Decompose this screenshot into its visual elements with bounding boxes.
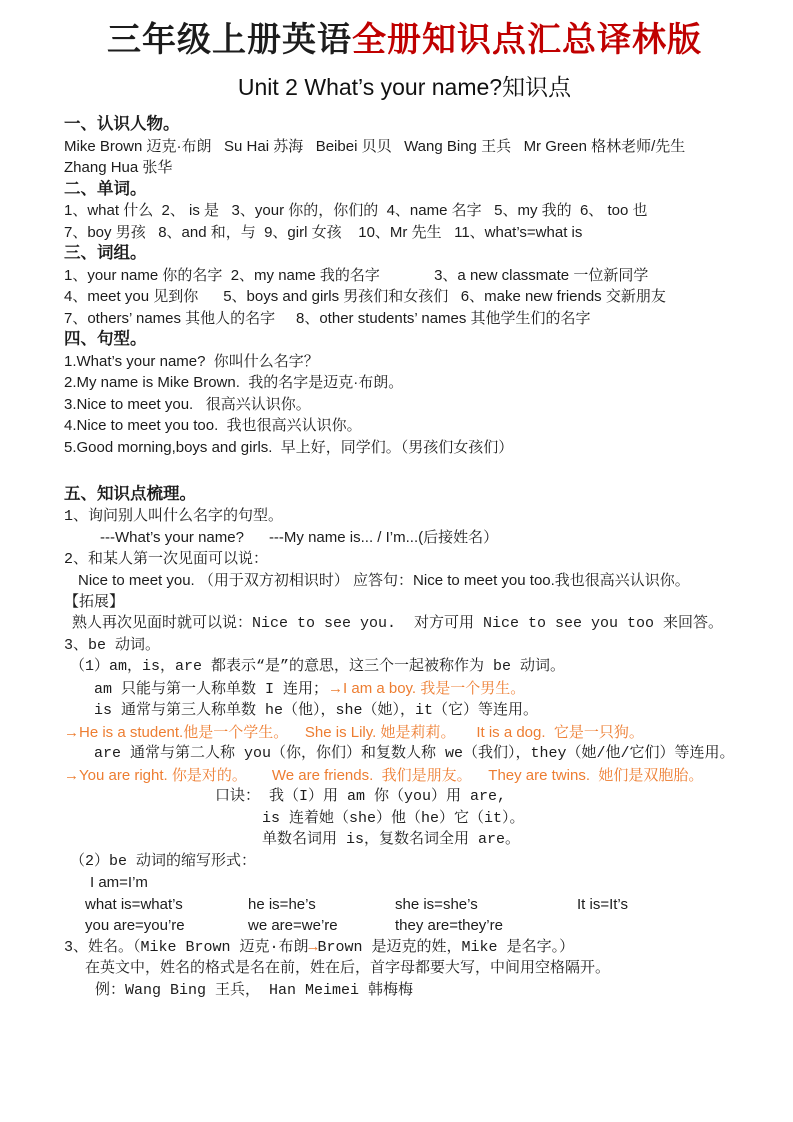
text-line (64, 527, 745, 549)
highlighted-example-text: →I am a boy. 我是一个男生。 (328, 679, 526, 697)
text-segment: 例：Wang Bing 王兵， Han Meimei 韩梅梅 (95, 981, 414, 999)
unit-subtitle: Unit 2 What’s your name?知识点 (237, 74, 572, 100)
text-line (64, 372, 745, 394)
text-line (64, 743, 745, 765)
text-segment: 3、be 动词。 (64, 636, 161, 654)
text-line (64, 700, 745, 722)
text-line (64, 786, 745, 808)
text-line (64, 808, 745, 830)
text-line (64, 829, 745, 851)
text-segment: 3.Nice to meet you. 很高兴认识你。 (64, 395, 311, 413)
text-segment: ---What’s your name? ---My name is... / I’m...(后接姓名） (100, 529, 499, 546)
text-segment: 4.Nice to meet you too. 我也很高兴认识你。 (64, 417, 362, 434)
text-segment: Nice to meet you. （用于双方初相识时） 应答句：Nice to meet you too.我也很高兴认识你。 (78, 572, 690, 589)
text-segment: she is=she’s (395, 895, 478, 913)
page-title-black: 三年级上册英语 (107, 21, 352, 59)
text-line (64, 872, 745, 894)
text-segment: 口诀： 我（I）用 am 你（you）用 are, (215, 788, 507, 805)
text-segment: 五、知识点梳理。 (64, 485, 196, 504)
text-segment: 熟人再次见面时就可以说：Nice to see you. 对方可用 Nice to see you too 来回答。 (72, 615, 724, 632)
text-line (64, 851, 745, 873)
text-line (64, 656, 745, 678)
text-segment: we are=we’re (248, 917, 338, 934)
text-line (64, 286, 745, 308)
text-segment: 2、和某人第一次见面可以说： (64, 550, 269, 568)
text-segment: 4、meet you 见到你 5、boys and girls 男孩们和女孩们 6、make new friends 交新朋友 (64, 288, 666, 305)
text-line (64, 980, 745, 1002)
text-line (64, 308, 745, 330)
text-segment: is 通常与第三人称单数 he（他），she（她），it（它）等连用。 (94, 702, 539, 719)
expansion-label (64, 592, 745, 614)
text-line (64, 394, 745, 416)
text-segment: 在英文中，姓名的格式是名在前，姓在后，首字母都要大写，中间用空格隔开。 (85, 960, 611, 977)
text-line (64, 958, 745, 980)
text-line (64, 549, 745, 571)
document-body (64, 114, 745, 1001)
blank-line (64, 458, 745, 484)
text-segment: 1.What’s your name? 你叫什么名字？ (64, 352, 319, 370)
text-segment: 1、your name 你的名字 2、my name 我的名字 3、a new classmate 一位新同学 (64, 266, 649, 284)
section-heading-5 (64, 484, 745, 506)
highlighted-example-text: →He is a student.他是一个学生。 She is Lily. 她是莉莉。 It is a dog. 它是一只狗。 (64, 723, 644, 741)
text-line (64, 722, 745, 744)
text-segment: Brown 是迈克的姓，Mike 是名字。） (317, 938, 575, 956)
text-line (64, 157, 745, 179)
highlighted-example-text: → (308, 938, 318, 956)
text-line (64, 437, 745, 459)
text-line (64, 915, 745, 937)
text-line (64, 506, 745, 528)
text-line (64, 937, 745, 959)
page-title-red: 全册知识点汇总译林版 (352, 21, 702, 59)
text-segment: he is=he’s (248, 895, 316, 913)
section-heading-3 (64, 243, 745, 265)
text-line (64, 222, 745, 244)
text-segment: 7、others’ names 其他人的名字 8、other students’ names 其他学生们的名字 (64, 309, 591, 327)
text-segment: Mike Brown 迈克·布朗 Su Hai 苏海 Beibei 贝贝 Wang Bing 王兵 Mr Green 格林老师/先生 (64, 137, 686, 155)
text-line (64, 136, 745, 158)
section-heading-1 (64, 114, 745, 136)
text-segment: 1、what 什么 2、 is 是 3、your 你的，你们的 4、name 名字 5、my 我的 6、 too 也 (64, 202, 648, 219)
text-segment: am 只能与第一人称单数 I 连用； (94, 680, 329, 698)
text-segment: It is=It’s (577, 895, 628, 913)
text-segment: I am=I’m (90, 874, 148, 891)
text-segment: Zhang Hua 张华 (64, 159, 173, 176)
text-line (64, 570, 745, 592)
text-segment: 3、姓名。（Mike Brown 迈克·布朗 (64, 938, 309, 956)
text-line (64, 415, 745, 437)
text-segment: what is=what’s (85, 895, 183, 913)
text-segment: 5.Good morning,boys and girls. 早上好，同学们。（男孩们女孩们） (64, 438, 514, 456)
text-line (64, 351, 745, 373)
text-line (64, 265, 745, 287)
page-title (64, 18, 745, 62)
text-segment: 2.My name is Mike Brown. 我的名字是迈克·布朗。 (64, 374, 404, 391)
text-segment: is 连着她（she）他（he）它（it）。 (262, 809, 525, 827)
text-segment: 1、询问别人叫什么名字的句型。 (64, 507, 284, 525)
text-line (64, 894, 745, 916)
text-segment: （1）am，is，are 都表示“是”的意思，这三个一起被称作为 be 动词。 (70, 658, 566, 675)
text-line (64, 765, 745, 787)
text-line (64, 613, 745, 635)
text-segment: 二、单词。 (64, 179, 147, 199)
text-segment: they are=they’re (395, 917, 503, 934)
section-heading-2 (64, 179, 745, 201)
text-line (64, 678, 745, 701)
highlighted-example-text: →You are right. 你是对的。 We are friends. 我们是朋友。 They are twins. 她们是双胞胎。 (64, 766, 704, 784)
text-segment: 7、boy 男孩 8、and 和，与 9、girl 女孩 10、Mr 先生 11、what’s=what is (64, 223, 583, 241)
text-segment: 一、认识人物。 (64, 115, 180, 134)
text-line (64, 635, 745, 657)
section-heading-4 (64, 329, 745, 351)
text-segment: 单数名词用 is，复数名词全用 are。 (262, 831, 521, 848)
text-segment: 三、词组。 (64, 244, 147, 263)
text-segment: （2）be 动词的缩写形式： (70, 852, 257, 870)
text-segment: 【拓展】 (64, 593, 125, 611)
text-segment: 四、句型。 (64, 330, 147, 349)
text-segment: you are=you’re (85, 917, 185, 934)
text-line (64, 200, 745, 222)
text-segment: are 通常与第二人称 you（你，你们）和复数人称 we（我们），they（她/他/它们）等连用。 (94, 745, 735, 762)
